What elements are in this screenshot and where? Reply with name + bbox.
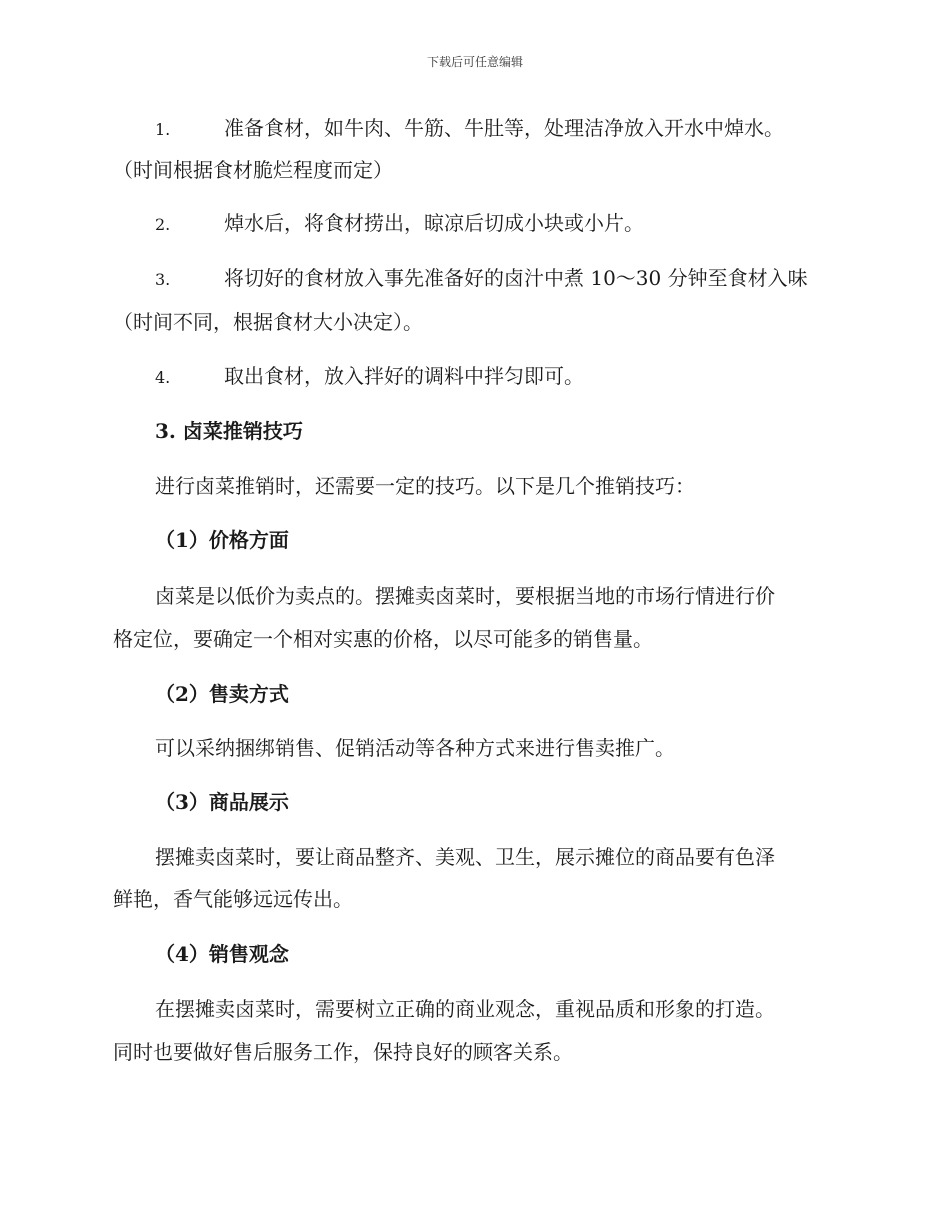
step-text: 焯水后，将食材捞出，晾凉后切成小块或小片。: [224, 211, 644, 235]
item-text: 同时也要做好售后服务工作，保持良好的顾客关系。: [113, 1040, 573, 1064]
section-title: 3. 卤菜推销技巧: [155, 419, 303, 443]
step-text: 将切好的食材放入事先准备好的卤汁中煮 10～30 分钟至食材入味: [224, 266, 808, 290]
step-number: 3.: [155, 270, 171, 289]
step-number: 4.: [155, 368, 171, 387]
item-text: 可以采纳捆绑销售、促销活动等各种方式来进行售卖推广。: [155, 736, 675, 760]
step-continuation: （时间不同，根据食材大小决定）。: [113, 310, 423, 334]
item-heading: （2）售卖方式: [155, 682, 289, 706]
item-text: 卤菜是以低价为卖点的。摆摊卖卤菜时，要根据当地的市场行情进行价: [155, 584, 775, 608]
item-text: 摆摊卖卤菜时，要让商品整齐、美观、卫生，展示摊位的商品要有色泽: [155, 845, 775, 869]
step-text: 准备食材，如牛肉、牛筋、牛肚等，处理洁净放入开水中焯水。: [224, 116, 784, 140]
item-text: 格定位，要确定一个相对实惠的价格，以尽可能多的销售量。: [113, 627, 653, 651]
step-number: 2.: [155, 215, 171, 234]
section-intro: 进行卤菜推销时，还需要一定的技巧。以下是几个推销技巧：: [155, 474, 695, 498]
item-heading: （1）价格方面: [155, 528, 289, 552]
step-text: 取出食材，放入拌好的调料中拌匀即可。: [224, 364, 584, 388]
item-text: 鲜艳，香气能够远远传出。: [113, 887, 353, 911]
step-number: 1.: [155, 120, 171, 139]
step-continuation: （时间根据食材脆烂程度而定）: [113, 158, 393, 182]
item-heading: （3）商品展示: [155, 790, 289, 814]
item-text: 在摆摊卖卤菜时，需要树立正确的商业观念，重视品质和形象的打造。: [155, 997, 775, 1021]
page-header: 下载后可任意编辑: [426, 55, 523, 69]
item-heading: （4）销售观念: [155, 942, 289, 966]
